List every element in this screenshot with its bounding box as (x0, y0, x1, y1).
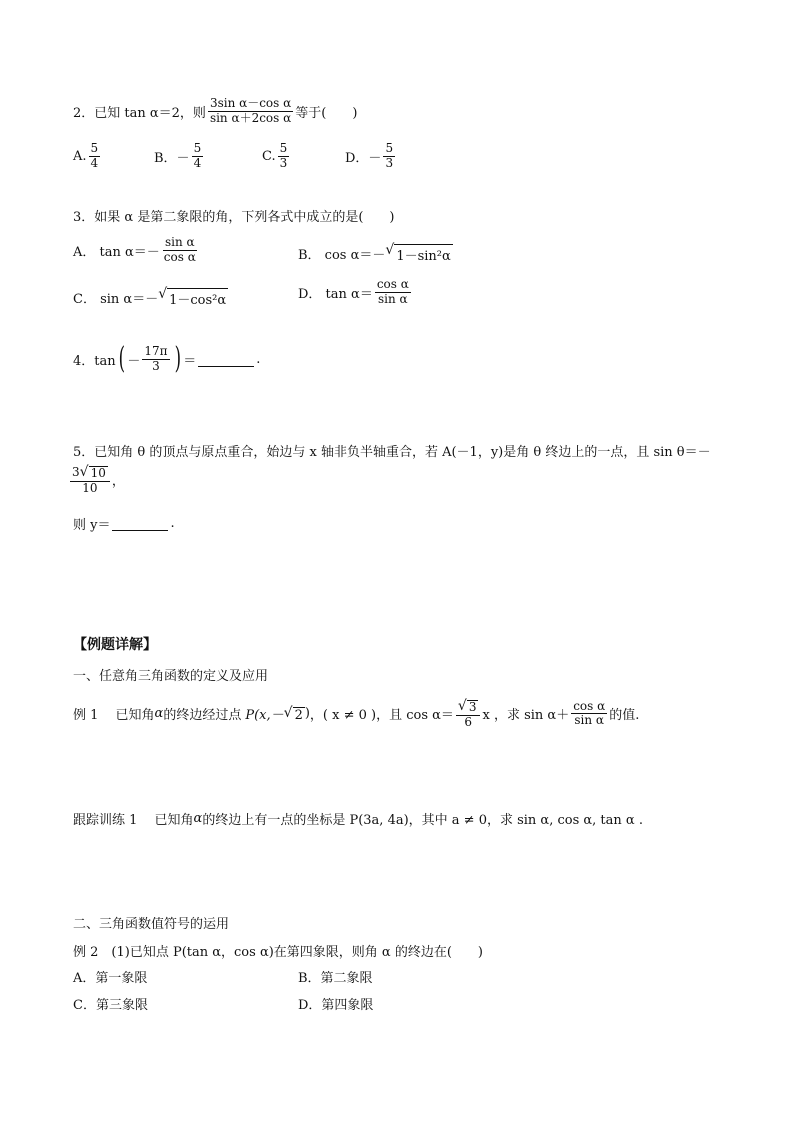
ex1-frac2-num: cos α (573, 698, 606, 713)
ex2-option-c: C．第三象限 (73, 998, 148, 1013)
q2-frac-num: 3sin α－cos α (209, 96, 292, 110)
q4-fraction (142, 345, 169, 374)
q5-frac-coef: 3 (72, 465, 80, 479)
q2-option-a-den: 4 (90, 155, 99, 170)
q2-option-d (345, 142, 397, 171)
ex2-option-b: B．第二象限 (298, 971, 373, 986)
q2-option-a (73, 142, 102, 171)
q2-option-c-frac (278, 142, 290, 171)
radical-sign-icon: √ (79, 464, 89, 480)
q4-answer-blank[interactable] (198, 352, 254, 367)
q3-stem: 3．如果 α 是第二象限的角，下列各式中成立的是( ) (73, 210, 395, 225)
ex1-frac1-den: 6 (464, 714, 473, 729)
q4-frac-num: 17π (144, 343, 168, 358)
q2-prefix: 2．已知 tan α＝2，则 (73, 105, 206, 121)
q2-fraction (208, 97, 293, 126)
q5-frac-den: 10 (82, 480, 98, 495)
q5-frac-num (70, 464, 110, 482)
q3-option-a-frac (162, 236, 198, 265)
q2-option-b-den: 4 (193, 155, 202, 170)
ex1-frac1-num (456, 698, 481, 716)
ex1-point-radicand: 2 (294, 707, 303, 723)
q4-prefix: 4．tan (73, 353, 116, 369)
q3-option-a-den: cos α (163, 249, 196, 264)
section2-heading: 二、三角函数值符号的运用 (73, 917, 230, 932)
q3-option-d (298, 278, 413, 307)
radical-sign-icon: √ (158, 286, 168, 302)
ex1-frac2 (571, 700, 607, 729)
q3-option-d-den: sin α (378, 291, 408, 306)
q3-option-c-prefix: C． sin α＝－ (73, 291, 159, 307)
q5-comma: ， (111, 474, 125, 490)
q2-option-a-frac (89, 142, 101, 171)
ex1-frac1-sqrt (458, 698, 479, 715)
ex2-stem: 例 2 (1)已知点 P(tan α，cos α)在第四象限，则角 α 的终边在( ) (73, 945, 483, 960)
q5-answer-blank[interactable] (112, 516, 168, 531)
right-paren-icon: ) (174, 341, 181, 376)
track1-stem (73, 809, 643, 828)
section1-heading: 一、任意角三角函数的定义及应用 (73, 669, 269, 684)
q3-option-d-prefix: D． tan α＝ (298, 286, 373, 302)
ex1-after-frac: x ，求 sin α＋ (482, 708, 570, 724)
ex1-label: 例 1 已知角 (73, 708, 155, 724)
q2-option-d-num: 5 (385, 141, 394, 155)
q2-stem (73, 97, 357, 126)
q2-frac-den: sin α＋2cos α (209, 110, 292, 125)
track1-label: 跟踪训练 1 已知角 (73, 813, 194, 828)
q5-fraction (70, 464, 110, 496)
q2-option-a-label: A. (73, 148, 87, 164)
ex1-stem (73, 698, 639, 730)
q2-option-b-num: 5 (193, 141, 202, 155)
q2-option-a-num: 5 (90, 141, 99, 155)
q2-option-b (154, 142, 205, 171)
q2-option-c-num: 5 (279, 141, 288, 155)
ex1-alpha: α (154, 706, 164, 722)
left-paren-icon: ( (118, 341, 125, 376)
q3-option-b-sqrt (385, 242, 452, 264)
track1-alpha: α (193, 811, 203, 826)
track1-text: 的终边上有一点的坐标是 P(3a, 4a)，其中 a ≠ 0，求 sin α, cos α, tan α . (202, 813, 643, 828)
q2-option-c-label: C. (262, 148, 276, 164)
q3-option-c-radicand: 1－cos²α (167, 288, 228, 308)
q3-option-b-radicand: 1－sin²α (394, 244, 452, 264)
q3-option-b-prefix: B． cos α＝－ (298, 247, 386, 263)
q4-equals: ＝ (183, 353, 197, 369)
ex1-point-prefix: P(x,－ (245, 708, 284, 724)
radical-sign-icon: √ (385, 242, 395, 258)
q2-option-c-den: 3 (279, 155, 288, 170)
q2-option-b-label: B．－ (154, 150, 190, 166)
q5-line1: 5．已知角 θ 的顶点与原点重合，始边与 x 轴非负半轴重合，若 A(－1，y)是角 θ 终边上的一点，且 sin θ＝－ (73, 445, 711, 460)
q4-stem (73, 341, 261, 376)
q3-option-a (73, 236, 200, 265)
q5-frac-sqrt (80, 464, 108, 481)
q2-option-d-den: 3 (385, 155, 394, 170)
q2-suffix: 等于( ) (295, 105, 358, 121)
q3-option-a-prefix: A． tan α＝－ (73, 244, 160, 260)
q3-option-c-sqrt (158, 286, 228, 308)
radical-sign-icon: √ (457, 698, 467, 714)
section-title: 【例题详解】 (73, 637, 157, 653)
q4-end: . (256, 351, 261, 367)
ex1-end: 的值. (609, 708, 640, 724)
ex1-frac1 (456, 698, 481, 730)
ex1-cond: ，( x ≠ 0 )，且 cos α＝ (309, 708, 454, 724)
q3-option-b (298, 242, 453, 264)
q2-option-c (262, 142, 291, 171)
q3-option-d-frac (375, 278, 411, 307)
q4-minus: － (127, 353, 141, 369)
q5-line3 (73, 514, 175, 533)
ex2-option-a: A．第一象限 (73, 971, 148, 986)
q3-option-d-num: cos α (376, 277, 409, 291)
q5-line3-end: . (170, 516, 175, 531)
q5-frac-radicand: 10 (90, 466, 106, 480)
q4-frac-den: 3 (152, 358, 160, 373)
ex1-frac2-den: sin α (574, 713, 605, 728)
q5-fraction-line (68, 464, 125, 496)
q3-option-c (73, 286, 228, 308)
q3-option-a-num: sin α (164, 235, 195, 249)
ex1-frac1-radicand: 3 (468, 700, 477, 714)
ex1-point-sqrt (284, 705, 305, 723)
radical-sign-icon: √ (283, 704, 293, 721)
q2-option-d-label: D．－ (345, 150, 382, 166)
q2-option-b-frac (192, 142, 204, 171)
q2-option-d-frac (383, 142, 395, 171)
ex1-text1: 的终边经过点 (163, 708, 242, 724)
ex1-point-end: ) (304, 706, 310, 722)
ex2-option-d: D．第四象限 (298, 998, 374, 1013)
q5-line3-prefix: 则 y＝ (73, 518, 111, 533)
